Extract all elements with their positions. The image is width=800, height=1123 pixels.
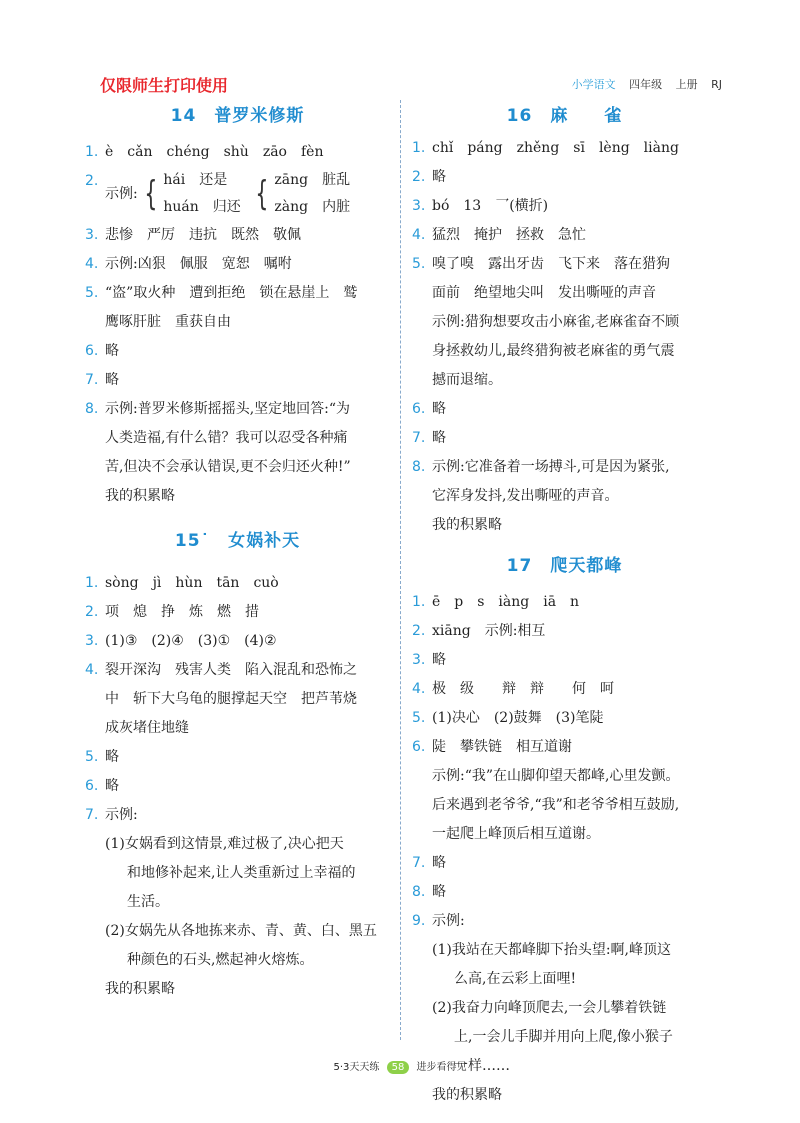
answer-text: 后来遇到老爷爷,“我”和老爷爷相互鼓励,	[432, 797, 680, 813]
column-divider	[400, 100, 401, 1040]
answer-text: 示例:它准备着一场搏斗,可是因为紧张,	[432, 459, 670, 475]
answer-item	[85, 279, 390, 308]
book-info	[572, 76, 722, 92]
answer-text: 种颜色的石头,燃起神火熔炼。	[127, 952, 314, 968]
page-number: 58	[387, 1061, 410, 1074]
item-number: 8.	[412, 459, 426, 475]
answer-item	[85, 138, 390, 167]
answer-text: 略	[432, 169, 446, 185]
answer-text: 么高,在云彩上面哩!	[454, 971, 577, 987]
answer-item	[412, 453, 717, 482]
answer-text: zàng 内脏	[274, 199, 351, 215]
brace-icon: {	[144, 174, 158, 214]
answer-text: ē p s iàng iā n	[432, 594, 580, 610]
answer-text: sòng jì hùn tān cuò	[105, 575, 279, 591]
item-number: 1.	[85, 575, 99, 591]
answer-text: (1)决心 (2)鼓舞 (3)笔陡	[432, 710, 604, 726]
answer-text: “盗”取火种 遭到拒绝 锁在悬崖上 鹫	[105, 285, 358, 301]
answer-text: 示例:“我”在山脚仰望天都峰,心里发颤。	[432, 768, 680, 784]
answer-item	[85, 250, 390, 279]
item-number: 4.	[85, 256, 99, 272]
lesson-14-title: 14 普罗米修斯	[170, 106, 305, 126]
item-number: 2.	[412, 169, 426, 185]
answer-text: 成灰堵住地缝	[105, 720, 189, 736]
lesson-16-title: 16 麻 雀	[506, 106, 623, 126]
item-number: 5.	[412, 256, 426, 272]
answer-item	[412, 675, 717, 704]
answer-item	[412, 395, 717, 424]
answer-item	[85, 772, 390, 801]
answer-item	[412, 907, 717, 936]
grade: 四年级	[629, 78, 663, 91]
answer-item	[412, 134, 717, 163]
answer-text: 略	[432, 401, 446, 417]
item-number: 1.	[412, 594, 426, 610]
answer-item	[85, 366, 390, 395]
answer-text: 示例:	[105, 807, 138, 823]
answer-item	[412, 617, 717, 646]
answer-text: 示例:凶狠 佩服 宽恕 嘱咐	[105, 256, 292, 272]
answer-text: 人类造福,有什么错？我可以忍受各种痛	[105, 430, 348, 446]
answer-text: 示例:猎狗想要攻击小麻雀,老麻雀奋不顾	[432, 314, 680, 330]
answer-text: 示例:普罗米修斯摇摇头,坚定地回答:“为	[105, 401, 351, 417]
answer-text: xiāng 示例:相互	[432, 623, 546, 639]
answer-text: 它浑身发抖,发出嘶哑的声音。	[432, 488, 619, 504]
answer-text: 生活。	[127, 894, 169, 910]
answer-item	[412, 733, 717, 762]
item-number: 7.	[412, 855, 426, 871]
answer-text: 陡 攀铁链 相互道谢	[432, 739, 572, 755]
item-number: 7.	[412, 430, 426, 446]
item-number: 6.	[85, 778, 99, 794]
answer-text: 极 级 辩 辩 何 呵	[432, 681, 614, 697]
answer-text: 略	[105, 749, 119, 765]
answer-item	[85, 656, 390, 685]
answer-text: bó 13 乛(横折)	[432, 198, 549, 214]
item-number: 4.	[412, 681, 426, 697]
answer-text: (1)③ (2)④ (3)① (4)②	[105, 633, 277, 649]
answer-item	[412, 646, 717, 675]
answer-item	[85, 627, 390, 656]
answer-text: 略	[105, 778, 119, 794]
answer-item	[85, 395, 390, 424]
answer-text: 猛烈 掩护 拯救 急忙	[432, 227, 586, 243]
item-number: 3.	[85, 633, 99, 649]
lesson-17-title: 17 爬天都峰	[506, 556, 623, 576]
item-number: 6.	[85, 343, 99, 359]
footer-brand: 5·3天天练	[333, 1062, 380, 1073]
answer-text: (2)女娲先从各地拣来赤、青、黄、白、黑五	[105, 923, 377, 939]
answer-text: 我的积累略	[105, 488, 175, 504]
left-column	[85, 100, 390, 1004]
answer-text: hái 还是	[163, 172, 228, 188]
answer-item	[85, 167, 390, 221]
answer-item	[85, 221, 390, 250]
item-number: 8.	[85, 401, 99, 417]
answer-text: 一起爬上峰顶后相互道谢。	[432, 826, 600, 842]
answer-text: 裂开深沟 残害人类 陷入混乱和恐怖之	[105, 662, 357, 678]
answer-text: 略	[432, 652, 446, 668]
answer-item	[412, 588, 717, 617]
answer-text: è cǎn chéng shù zāo fèn	[105, 144, 324, 160]
answer-item	[85, 598, 390, 627]
item-number: 9.	[412, 913, 426, 929]
answer-text: (1)女娲看到这情景,难过极了,决心把天	[105, 836, 344, 852]
volume: 上册	[675, 78, 698, 91]
answer-item	[412, 704, 717, 733]
answer-text: (1)我站在天都峰脚下抬头望:啊,峰顶这	[432, 942, 671, 958]
item-number: 4.	[412, 227, 426, 243]
item-number: 3.	[412, 652, 426, 668]
answer-text: 悲惨 严厉 违抗 既然 敬佩	[105, 227, 301, 243]
answer-text: 略	[105, 343, 119, 359]
item-number: 4.	[85, 662, 99, 678]
lesson-15-title: 15˙ 女娲补天	[174, 531, 301, 551]
answer-text: 略	[105, 372, 119, 388]
answer-item	[412, 192, 717, 221]
answer-text: 一样……	[454, 1058, 510, 1074]
answer-text: 我的积累略	[105, 981, 175, 997]
brace-icon: {	[255, 174, 269, 214]
answer-text: 略	[432, 430, 446, 446]
answer-text: 面前 绝望地尖叫 发出嘶哑的声音	[432, 285, 656, 301]
item-number: 5.	[412, 710, 426, 726]
item-number: 5.	[85, 749, 99, 765]
answer-item	[412, 424, 717, 453]
item-number: 2.	[85, 604, 99, 620]
item-number: 5.	[85, 285, 99, 301]
answer-text: 苦,但决不会承认错误,更不会归还火种!”	[105, 459, 351, 475]
footer-slogan: 进步看得见	[416, 1062, 467, 1073]
answer-text: 略	[432, 855, 446, 871]
item-number: 8.	[412, 884, 426, 900]
answer-text: 中 斩下大乌龟的腿撑起天空 把芦苇烧	[105, 691, 357, 707]
answer-text: 鹰啄肝脏 重获自由	[105, 314, 231, 330]
answer-text: 嗅了嗅 露出牙齿 飞下来 落在猎狗	[432, 256, 670, 272]
answer-item	[85, 337, 390, 366]
answer-text: 和地修补起来,让人类重新过上幸福的	[127, 865, 356, 881]
answer-text: 略	[432, 884, 446, 900]
answer-text: 我的积累略	[432, 1087, 502, 1103]
answer-text: huán 归还	[163, 199, 241, 215]
answer-text: 项 熄 挣 炼 燃 措	[105, 604, 259, 620]
subject: 小学语文	[571, 78, 616, 91]
answer-text: 上,一会儿手脚并用向上爬,像小猴子	[454, 1029, 673, 1045]
item-number: 2.	[85, 173, 99, 189]
answer-text: 我的积累略	[432, 517, 502, 533]
answer-item	[85, 569, 390, 598]
right-column	[412, 100, 717, 1110]
item-number: 3.	[85, 227, 99, 243]
item-number: 7.	[85, 807, 99, 823]
answer-item	[85, 743, 390, 772]
answer-item	[412, 849, 717, 878]
answer-item	[85, 801, 390, 830]
answer-item	[412, 163, 717, 192]
answer-text: zāng 脏乱	[274, 172, 351, 188]
item-number: 7.	[85, 372, 99, 388]
item-number: 6.	[412, 401, 426, 417]
answer-text: chǐ páng zhěng sī lèng liàng	[432, 140, 679, 156]
print-notice: 仅限师生打印使用	[100, 76, 229, 95]
answer-text: 示例:	[432, 913, 465, 929]
answer-text: 身拯救幼儿,最终猎狗被老麻雀的勇气震	[432, 343, 675, 359]
item-number: 1.	[412, 140, 426, 156]
answer-text: 撼而退缩。	[432, 372, 502, 388]
item-number: 3.	[412, 198, 426, 214]
item-number: 2.	[412, 623, 426, 639]
answer-text: 示例:	[105, 185, 138, 202]
answer-item	[412, 250, 717, 279]
answer-item	[412, 221, 717, 250]
answer-item	[412, 878, 717, 907]
item-number: 6.	[412, 739, 426, 755]
item-number: 1.	[85, 144, 99, 160]
edition: RJ	[711, 78, 722, 91]
answer-text: (2)我奋力向峰顶爬去,一会儿攀着铁链	[432, 1000, 667, 1016]
page-footer	[0, 1058, 800, 1074]
